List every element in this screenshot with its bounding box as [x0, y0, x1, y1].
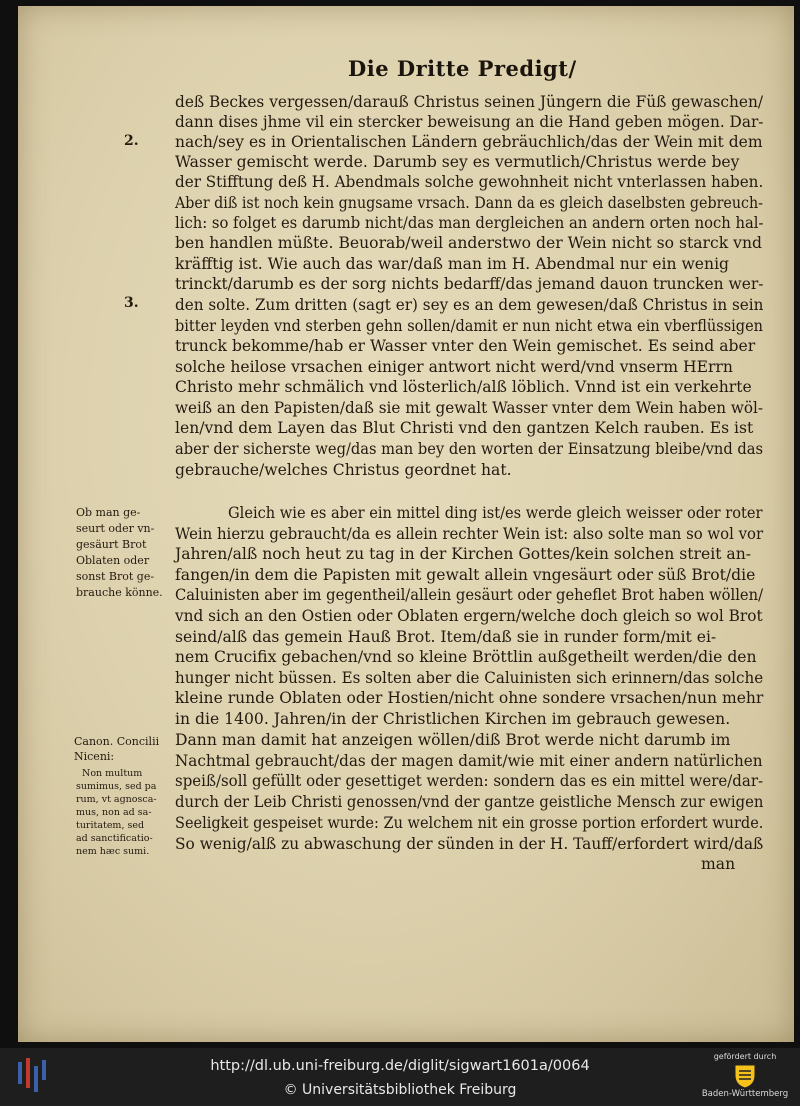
text-line: seind/alß das gemein Hauß Brot. Item/daß sie in runder form/mit ei- [175, 628, 717, 646]
text-line: Jahren/alß noch heut zu tag in der Kirchen Gottes/kein solchen streit an- [175, 545, 752, 563]
margin-number: 3. [124, 295, 139, 311]
margin-note-line: Niceni: [74, 750, 115, 763]
text-line: kleine runde Oblaten oder Hostien/nicht ohne sondere vrsachen/nun mehr [175, 689, 764, 707]
funded-label: gefördert durch [713, 1052, 777, 1061]
text-line: Dann man damit hat anzeigen wöllen/diß Brot werde nicht darumb im [175, 731, 731, 749]
text-line: durch der Leib Christi genossen/vnd der gantze geistliche Mensch zur ewigen [175, 793, 764, 811]
text-line: kräfftig ist. Wie auch das war/daß man im H. Abendmal nur ein wenig [175, 255, 730, 273]
text-line: vnd sich an den Ostien oder Oblaten ergern/welche doch gleich so wol Brot [175, 607, 763, 625]
text-line: Aber diß ist noch kein gnugsame vrsach. Dann da es gleich daselbsten gebreuch- [175, 194, 763, 212]
text-line: Wasser gemischt werde. Darumb sey es vermutlich/Christus werde bey [175, 153, 740, 171]
margin-note-line: Canon. Concilii [74, 735, 160, 748]
text-line: Caluinisten aber im gegentheil/allein gesäurt oder geheflet Brot haben wöllen/ [175, 586, 764, 604]
text-line: Nachtmal gebraucht/das der magen damit/wie mit einer andern natürlichen [175, 752, 763, 770]
text-line: aber der sicherste weg/das man bey den worten der Einsatzung bleibe/vnd das [175, 440, 764, 458]
text-line: gebrauche/welches Christus geordnet hat. [175, 461, 512, 479]
text-line: solche heilose vrsachen einiger antwort nicht werd/vnd vnserm HErrn [175, 358, 733, 376]
margin-note-line: rum, vt agnosca- [76, 794, 157, 805]
text-line: len/vnd dem Layen das Blut Christi vnd den gantzen Kelch rauben. Es ist [175, 419, 754, 437]
margin-note-line: turitatem, sed [76, 820, 145, 831]
text-line: ben handlen müßte. Beuorab/weil anderstwo der Wein nicht so starck vnd [175, 234, 762, 252]
catchword: man [701, 855, 736, 873]
funding-badge [700, 1052, 790, 1102]
margin-note-line: brauche könne. [76, 586, 163, 599]
margin-note-line: ad sanctificatio- [76, 833, 153, 844]
copyright-notice: © Universitätsbibliothek Freiburg [283, 1082, 517, 1098]
text-line: nem Crucifix gebachen/vnd so kleine Bröttlin außgetheilt werden/die den [175, 648, 757, 666]
text-line: nach/sey es in Orientalischen Ländern gebräuchlich/das der Wein mit dem [175, 133, 763, 151]
text-line: So wenig/alß zu abwaschung der sünden in der H. Tauff/erfordert wird/daß [175, 835, 764, 853]
coat-of-arms-icon [730, 1063, 760, 1089]
permalink-url[interactable]: http://dl.ub.uni-freiburg.de/diglit/sigwart1601a/0064 [210, 1058, 590, 1074]
text-line: dann dises jhme vil ein stercker beweisung an die Hand geben mögen. Dar- [175, 113, 764, 131]
text-line: weiß an den Papisten/daß sie mit gewalt Wasser vnter dem Wein haben wöl- [175, 399, 764, 417]
text-line: den solte. Zum dritten (sagt er) sey es an dem gewesen/daß Christus in sein [175, 296, 764, 314]
margin-note-line: sonst Brot ge- [76, 570, 155, 583]
margin-note-line: sumimus, sed pa [76, 781, 157, 792]
margin-number: 2. [124, 133, 139, 149]
viewer-footer [0, 1048, 800, 1106]
text-line: trunck bekomme/hab er Wasser vnter den Wein gemischet. Es seind aber [175, 337, 756, 355]
text-line: deß Beckes vergessen/darauß Christus seinen Jüngern die Füß gewaschen/ [175, 93, 764, 111]
text-line: Wein hierzu gebraucht/da es allein rechter Wein ist: also solte man so wol vor [175, 525, 764, 543]
text-line: trinckt/darumb es der sorg nichts bedarff/das jemand dauon truncken wer- [175, 275, 764, 293]
text-line: Christo mehr schmälich vnd lösterlich/alß löblich. Vnnd ist ein verkehrte [175, 378, 752, 396]
text-line: Gleich wie es aber ein mittel ding ist/es werde gleich weisser oder roter [228, 504, 763, 522]
text-line: Seeligkeit gespeiset wurde: Zu welchem nit ein grosse portion erfordert wurde. [175, 814, 764, 832]
book-page [18, 6, 794, 1042]
margin-note-line: Oblaten oder [76, 554, 150, 567]
margin-note-line: Ob man ge- [76, 506, 141, 519]
text-line: speiß/soll gefüllt oder gesettiget werden: sondern das es ein mittel were/dar- [175, 772, 764, 790]
text-line: hunger nicht büssen. Es solten aber die Caluinisten sich erinnern/das solche [175, 669, 764, 687]
page-header: Die Dritte Predigt/ [348, 56, 577, 81]
text-line: lich: so folget es darumb nicht/das man dergleichen an andern orten noch hal- [175, 214, 764, 232]
funded-region: Baden-Württemberg [701, 1089, 789, 1099]
text-line: der Stifftung deß H. Abendmals solche gewohnheit nicht vnterlassen haben. [175, 173, 764, 191]
text-line: bitter leyden vnd sterben gehn sollen/damit er nun nicht etwa ein vberflüssigen [175, 317, 763, 335]
margin-note-line: Non multum [82, 768, 143, 779]
margin-note-line: nem hæc sumi. [76, 846, 150, 857]
text-line: in die 1400. Jahren/in der Christlichen Kirchen im gebrauch gewesen. [175, 710, 731, 728]
text-line: fangen/in dem die Papisten mit gewalt allein vngesäurt oder süß Brot/die [175, 566, 756, 584]
margin-note-line: seurt oder vn- [76, 522, 155, 535]
margin-note-line: gesäurt Brot [76, 538, 147, 551]
margin-note-line: mus, non ad sa- [76, 807, 152, 818]
